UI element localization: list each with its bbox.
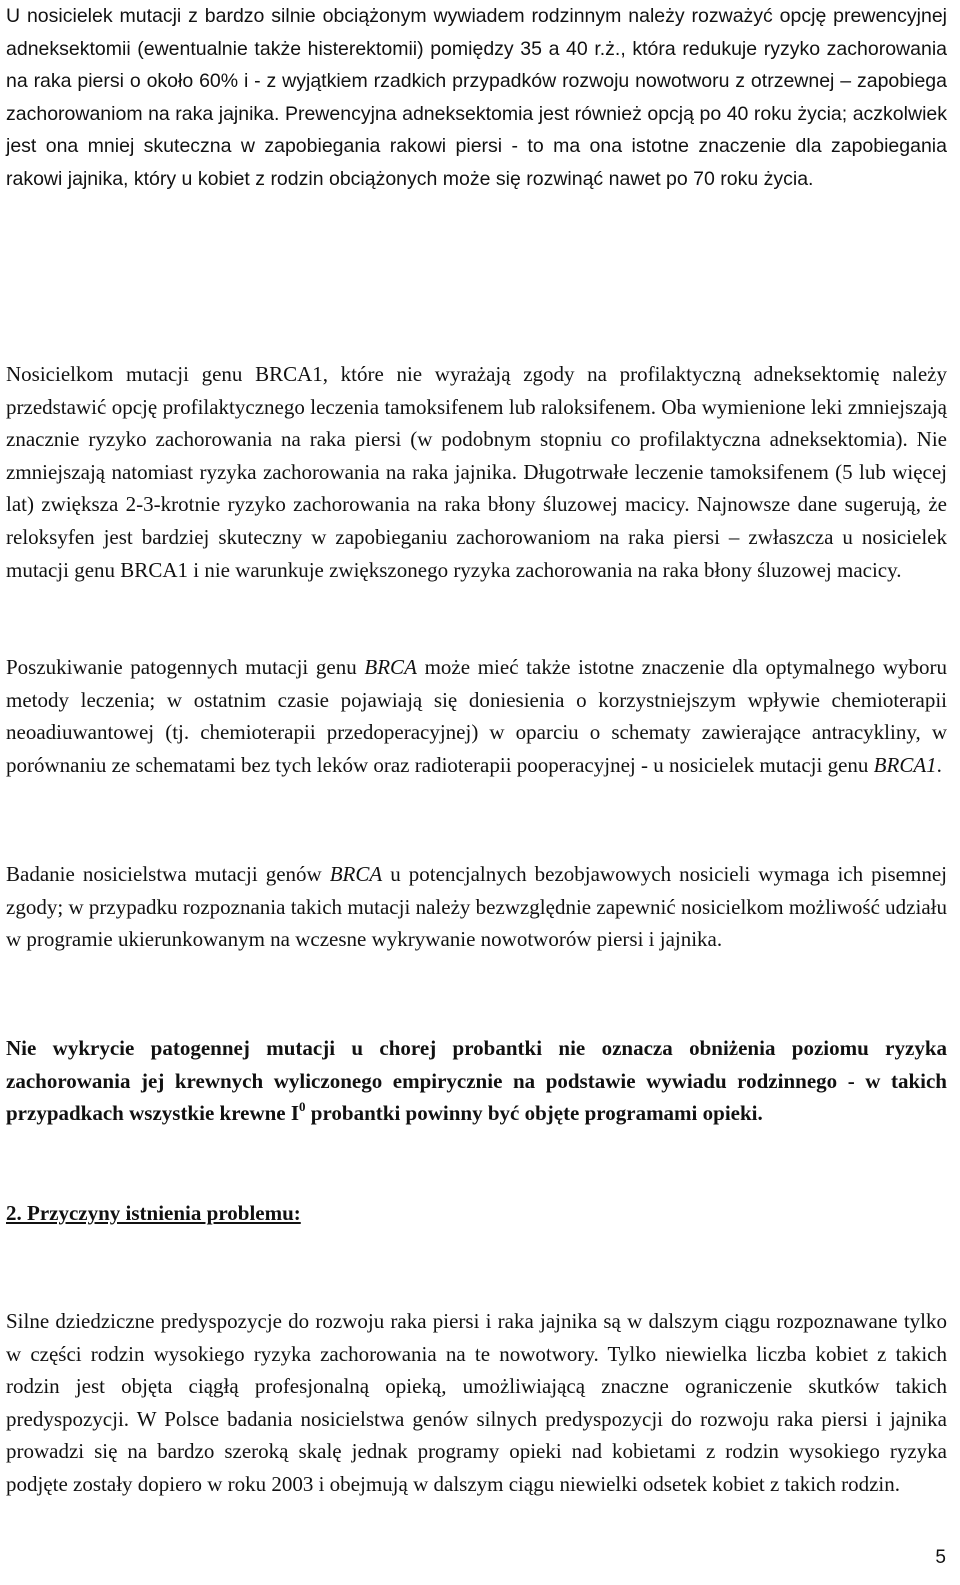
text-segment: Badanie nosicielstwa mutacji genów xyxy=(6,862,330,886)
superscript: 0 xyxy=(299,1099,306,1115)
text-segment: u potencjalnych bezobjawowych nosicieli wymaga ich pisemnej zgody; w przypadku rozpoznania takich mutacji należy bezwzględnie zapewnić nosicielkom możliwość udziału w programie ukierunkowanym na wczesne wykrywanie nowotworów piersi i jajnika. xyxy=(6,862,947,952)
text-segment: probantki powinny być objęte programami opieki. xyxy=(305,1101,763,1126)
gene-name-italic: BRCA1 xyxy=(873,752,937,777)
text-segment: Nie wykrycie patogennej mutacji u chorej probantki nie oznacza obniżenia poziomu ryzyka zachorowania jej krewnych wyliczonego empirycznie na podstawie wywiadu rodzinnego - w takich przypadkach wszystkie krewne I xyxy=(6,1036,947,1126)
paragraph-carrier-testing xyxy=(6,858,947,956)
page-number: 5 xyxy=(935,1547,946,1568)
section-heading: 2. Przyczyny istnienia problemu: xyxy=(6,1201,301,1225)
paragraph-brca-testing-treatment xyxy=(6,651,947,781)
gene-name-italic: BRCA xyxy=(329,862,383,886)
paragraph-bold-warning xyxy=(6,1032,947,1130)
text-segment: może mieć także istotne znaczenie dla optymalnego wyboru metody leczenia; w ostatnim czasie pojawiają się doniesienia o korzystniejszym wpływie chemioterapii neoadiuwantowej (tj. chemioterapii przedoperacyjnej) w oparciu o schematy zawierające antracykliny, w porównaniu ze schematami bez tych leków oraz radioterapii pooperacyjnej - u nosicielek mutacji genu xyxy=(6,655,947,777)
paragraph-tamoxifen: Nosicielkom mutacji genu BRCA1, które nie wyrażają zgody na profilaktyczną adneksektomię należy przedstawić opcję profilaktycznego leczenia tamoksifenem lub raloksifenem. Oba wymienione leki zmniejszają znacznie ryzyko zachorowania na raka piersi (w podobnym stopniu co profilaktyczna adneksektomia). Nie zmniejszają natomiast ryzyka zachorowania na raka jajnika. Długotrwałe leczenie tamoksifenem (5 lub więcej lat) zwiększa 2-3-krotnie ryzyko zachorowania na raka błony śluzowej macicy. Najnowsze dane sugerują, że reloksyfen jest bardziej skuteczny w zapobieganiu zachorowaniom na raka piersi – zwłaszcza u nosicielek mutacji genu BRCA1 i nie warunkuje zwiększonego ryzyka zachorowania na raka błony śluzowej macicy. xyxy=(6,362,947,582)
text-segment: . xyxy=(936,752,942,777)
text-segment: Poszukiwanie patogennych mutacji genu xyxy=(6,655,365,679)
paragraph-problem-causes: Silne dziedziczne predyspozycje do rozwoju raka piersi i raka jajnika są w dalszym ciągu rozpoznawane tylko w części rodzin wysokiego ryzyka zachorowania na te nowotwory. Tylko niewielka liczba kobiet z takich rodzin jest objęta ciągłą profesjonalną opieką, umożliwiającą znaczne ograniczenie skutków takich predyspozycji. W Polsce badania nosicielstwa genów silnych predyspozycji do rozwoju raka piersi i jajnika prowadzi się na bardzo szeroką skalę jednak programy opieki nad kobietami z rodzin wysokiego ryzyka podjęte zostały dopiero w roku 2003 i obejmują w dalszym ciągu niewielki odsetek kobiet z takich rodzin. xyxy=(6,1309,947,1496)
paragraph-adnexectomy: U nosicielek mutacji z bardzo silnie obciążonym wywiadem rodzinnym należy rozważyć opcję prewencyjnej adneksektomii (ewentualnie także histerektomii) pomiędzy 35 a 40 r.ż., która redukuje ryzyko zachorowania na raka piersi o około 60% i - z wyjątkiem rzadkich przypadków rozwoju nowotworu z otrzewnej – zapobiega zachorowaniom na raka jajnika. Prewencyjna adneksektomia jest również opcją po 40 roku życia; aczkolwiek jest ona mniej skuteczna w zapobiegania rakowi piersi - to ma ona istotne znaczenie dla zapobiegania rakowi jajnika, który u kobiet z rodzin obciążonych może się rozwinąć nawet po 70 roku życia. xyxy=(6,5,947,190)
gene-name-italic: BRCA xyxy=(364,655,417,679)
